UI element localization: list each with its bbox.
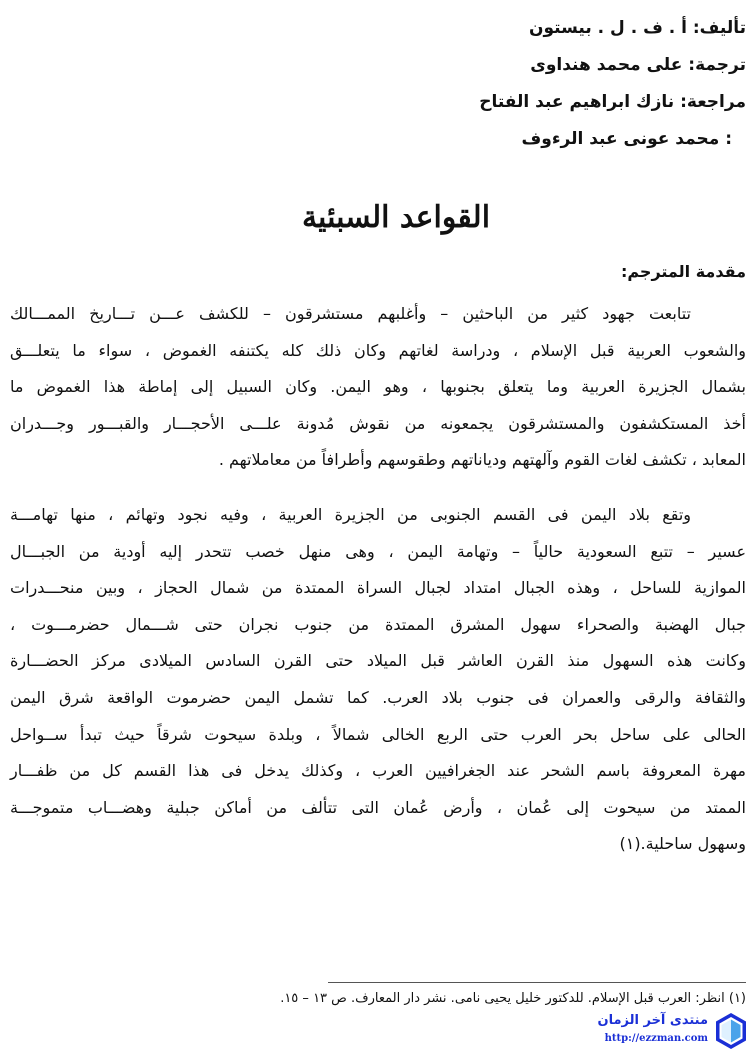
text-line: عسير – تتبع السعودية حالياً – وتهامة اليمن ، وهى منهل خصب تتحدر إليه أودية من الجبـــال [10, 541, 746, 561]
text-line: المعابد ، تكشف لغات القوم وآلهتهم ودياناتهم وطقوسهم وأطرافاً من معاملاتهم . [218, 450, 746, 470]
text-line: الموازية للساحل ، وهذه الجبال امتداد لجبال السراة الممتدة من شمال الحجاز ، وبين منحـــدرات [10, 578, 746, 598]
translator-line: ترجمة: على محمد هنداوى [530, 55, 746, 75]
text-line-content: وتقع بلاد اليمن فى القسم الجنوبى من الجزيرة العربية ، وفيه نجود وتهائم ، منها تهامـــة [10, 504, 691, 524]
paragraph-2 [10, 497, 746, 863]
text-line [10, 296, 746, 333]
text-line: الحالى على ساحل بحر العرب حتى الربع الخالى شمالاً ، وبلدة سيحوت شرقاً حيث تبدأ ســواحل [10, 724, 746, 744]
footnote-divider [328, 982, 746, 983]
text-line: أخذ المستكشفون والمستشرقون يجمعونه من نقوش مُدونة علـــى الأحجـــار والقبـــور وجـــدران [10, 413, 746, 433]
text-line: والشعوب العربية قبل الإسلام ، ودراسة لغاتهم وكان ذلك كله يكتنفه الغموض ، سواء ما يتعلـــق [10, 340, 746, 360]
section-heading: مقدمة المترجم: [620, 262, 746, 281]
text-line: بشمال الجزيرة العربية وما يتعلق بجنوبها ، وهو اليمن. وكان السبيل إلى إماطة هذا الغموض ما [10, 377, 746, 397]
watermark-name: منتدى آخر الزمان [597, 1013, 708, 1028]
text-line: جبال الهضبة والصحراء سهول المشرق الممتدة من جنوب نجران حتى شـــمال حضرمـــوت ، [10, 614, 746, 634]
reviewer-line: مراجعة: نازك ابراهيم عبد الفتاح [479, 92, 746, 112]
footnote: (١) انظر: العرب قبل الإسلام. للدكتور خليل يحيى نامى. نشر دار المعارف. ص ١٣ – ١٥. [280, 991, 746, 1006]
text-line: الممتد من سيحوت إلى عُمان ، وأرض عُمان التى تتألف من أماكن جبلية وهضـــاب متموجـــة [10, 797, 746, 817]
body-text [10, 296, 746, 863]
credits-block [346, 10, 746, 158]
site-watermark[interactable] [578, 1010, 748, 1052]
hexagon-shield-icon [714, 1012, 748, 1050]
text-line: والثقافة والرقى والعمران فى جنوب بلاد العرب. كما تشمل اليمن حضرموت الواقعة شرق اليمن [10, 687, 746, 707]
text-line-content: تتابعت جهود كثير من الباحثين – وأغلبهم مستشرقون – للكشف عـــن تـــاريخ الممـــالك [10, 304, 691, 323]
text-line: وسهول ساحلية.(١) [619, 834, 746, 854]
text-line: وكانت هذه السهول منذ القرن العاشر قبل الميلاد حتى القرن السادس الميلادى مركز الحضـــارة [10, 651, 746, 671]
watermark-url[interactable]: http://ezzman.com [604, 1033, 708, 1044]
text-line: مهرة المعروفة باسم الشحر عند الجغرافيين العرب ، وكذلك يدخل فى هذا القسم كل من ظفـــار [10, 761, 746, 781]
author-line: تأليف: أ . ف . ل . بيستون [529, 18, 746, 38]
paragraph-1 [10, 296, 746, 479]
text-line [10, 497, 746, 534]
document-title: القواعد السبئية [301, 200, 491, 235]
reviewer2-line: : محمد عونى عبد الرءوف [521, 129, 732, 149]
